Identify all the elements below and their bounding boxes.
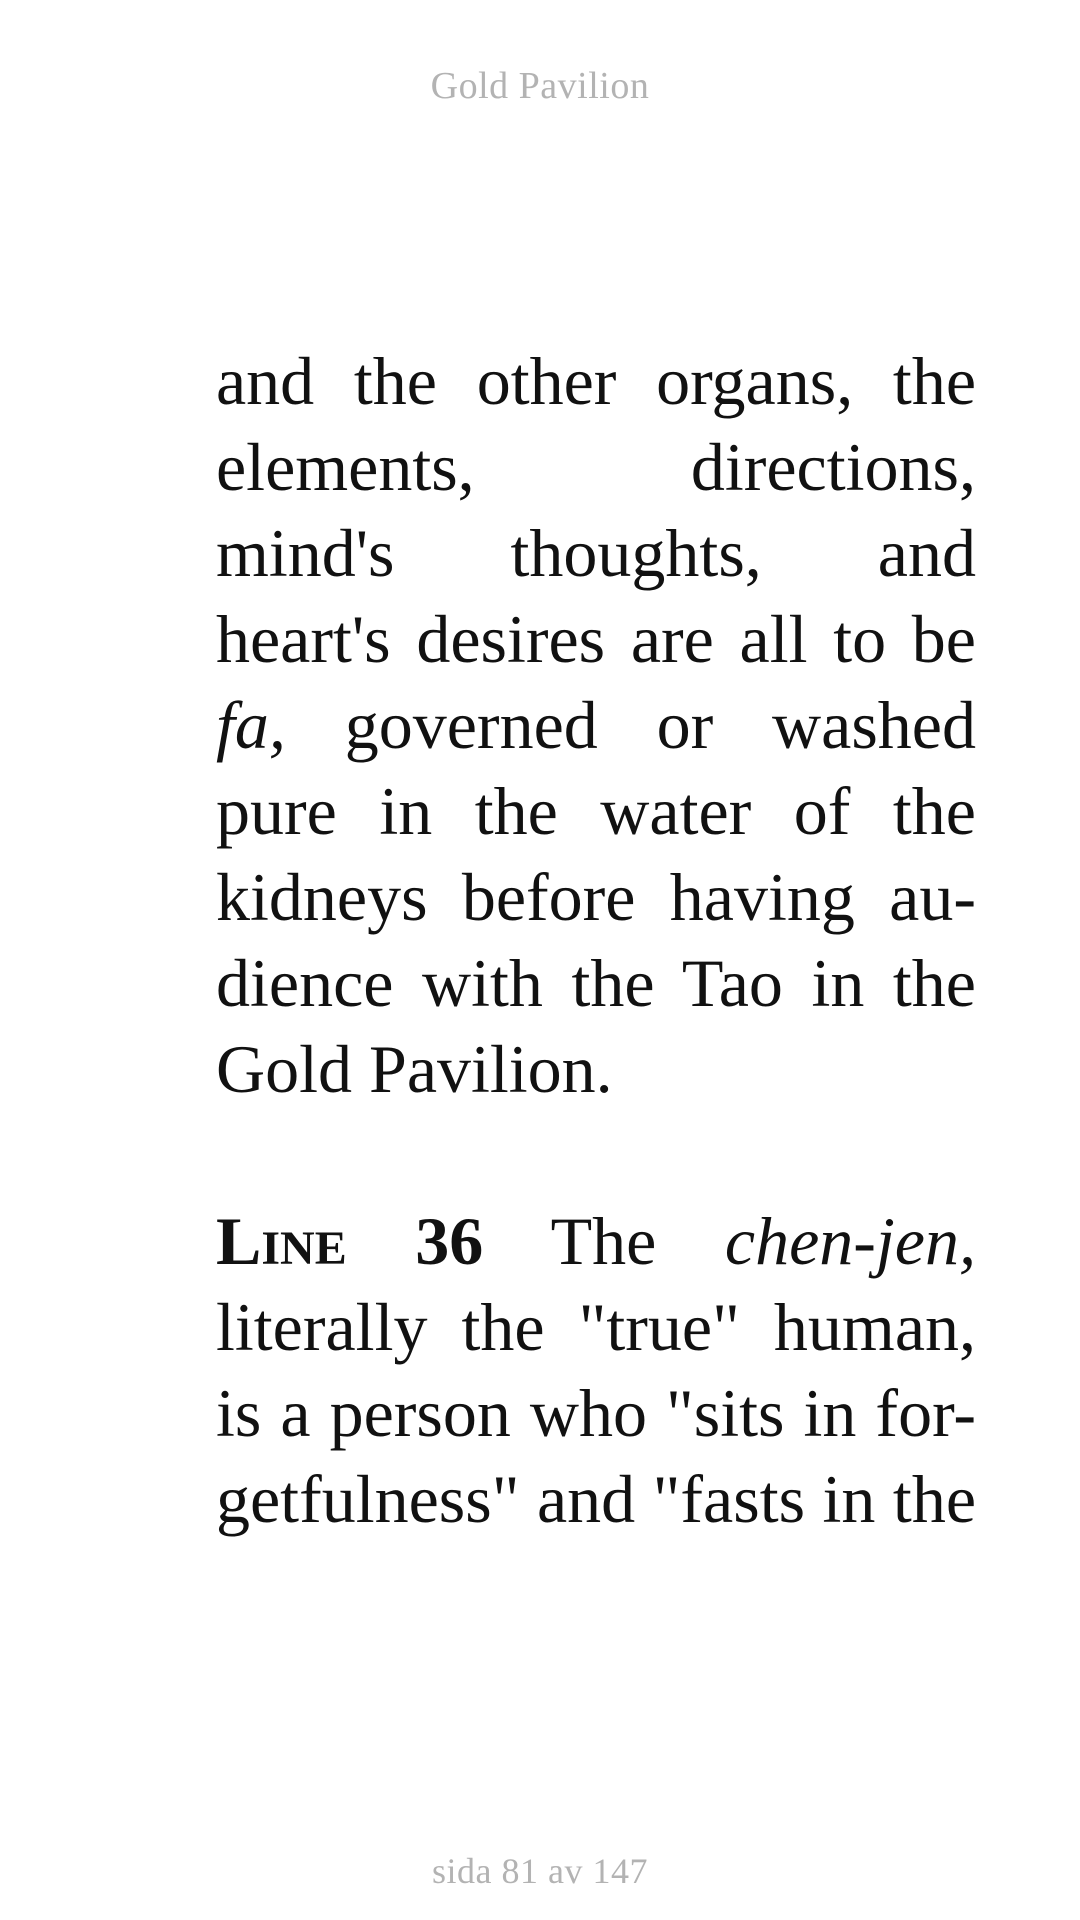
text-line: is a person who "sits in for-	[216, 1375, 976, 1451]
line-label: Line 36	[216, 1203, 484, 1279]
paragraph-1	[216, 338, 976, 1112]
text-line: mind's thoughts, and	[216, 515, 976, 591]
text-line: dience with the Tao in the	[216, 945, 976, 1021]
text-line: and the other organs, the	[216, 343, 976, 419]
text-line: getfulness" and "fasts in the	[216, 1461, 976, 1537]
text-line: Gold Pavilion.	[216, 1031, 613, 1107]
text-run: The	[483, 1203, 725, 1279]
italic-term: fa,	[216, 687, 286, 763]
text-line: elements, directions,	[216, 429, 976, 505]
text-line: literally the "true" human,	[216, 1289, 976, 1365]
text-line: heart's desires are all to be	[216, 601, 976, 677]
text-line: kidneys before having au-	[216, 859, 976, 935]
text-run: governed or washed	[285, 687, 976, 763]
running-header: Gold Pavilion	[430, 65, 650, 107]
text-line: pure in the water of the	[216, 773, 976, 849]
paragraph-gap	[216, 1112, 976, 1198]
paragraph-2	[216, 1198, 976, 1542]
page-indicator: sida 81 av 147	[432, 1851, 648, 1891]
text-line	[216, 682, 976, 768]
italic-term: chen-jen,	[724, 1203, 976, 1279]
text-line	[216, 1198, 976, 1284]
page-body	[216, 338, 976, 1542]
